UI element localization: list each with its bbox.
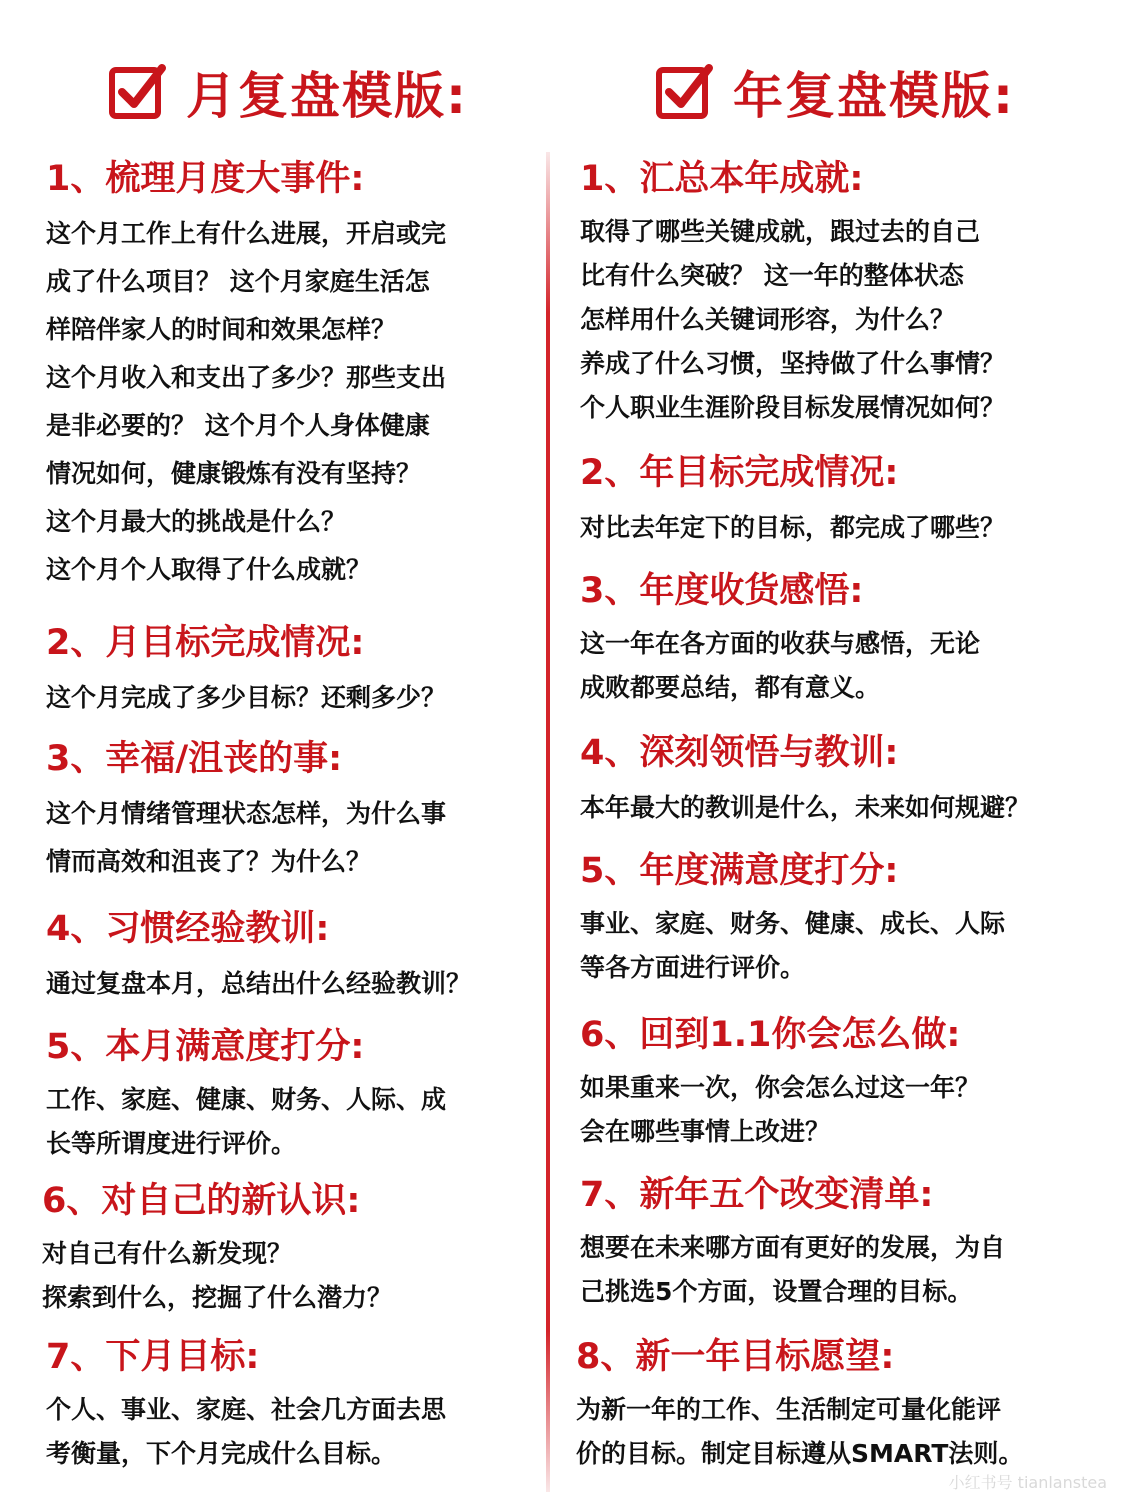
section-title: 4、深刻领悟与教训:: [580, 733, 899, 773]
body-line: 对比去年定下的目标，都完成了哪些？: [580, 513, 1006, 542]
year-section-2: [580, 450, 1005, 552]
body-line: 个人职业生涯阶段目标发展情况如何？: [580, 393, 1006, 422]
section-body: [580, 1226, 1005, 1314]
checkbox-checked-icon: [108, 62, 168, 122]
body-line: 比有什么突破？ 这一年的整体状态: [580, 261, 964, 290]
body-line: 会在哪些事情上改进？: [580, 1117, 831, 1146]
section-body: [46, 790, 446, 886]
section-body: [580, 210, 1005, 430]
body-line: 情况如何，健康锻炼有没有坚持？: [46, 459, 422, 488]
body-line: 成了什么项目？ 这个月家庭生活怎: [46, 267, 430, 296]
section-title: 1、汇总本年成就:: [580, 159, 864, 199]
section-body: [46, 210, 446, 594]
section-title: 5、本月满意度打分:: [46, 1027, 365, 1067]
body-line: 是非必要的？ 这个月个人身体健康: [46, 411, 430, 440]
month-review-header: [108, 56, 468, 128]
section-title: 3、幸福/沮丧的事:: [46, 739, 343, 779]
section-body: [580, 1066, 980, 1154]
section-body: [580, 902, 1005, 990]
body-line: 样陪伴家人的时间和效果怎样？: [46, 315, 397, 344]
section-body: [580, 784, 1030, 832]
year-section-8: [576, 1334, 1023, 1476]
body-line: 本年最大的教训是什么，未来如何规避？: [580, 793, 1031, 822]
watermark: 小红书号 tianlanstea: [948, 1473, 1107, 1492]
body-line: 为新一年的工作、生活制定可量化能评: [576, 1395, 1002, 1424]
body-line: 工作、家庭、健康、财务、人际、成: [46, 1085, 447, 1114]
year-section-5: [580, 848, 1005, 990]
year-section-4: [580, 730, 1030, 832]
year-section-1: [580, 156, 1005, 430]
year-section-7: [580, 1172, 1005, 1314]
section-body: [42, 1232, 392, 1320]
section-body: [46, 674, 446, 722]
section-title: 2、月目标完成情况:: [46, 623, 365, 663]
month-section-7: [46, 1334, 446, 1476]
month-review-title: 月复盘模版:: [186, 67, 468, 125]
month-section-4: [46, 906, 471, 1008]
body-line: 事业、家庭、财务、健康、成长、人际: [580, 909, 1006, 938]
month-section-1: [46, 156, 446, 594]
body-line: 这个月工作上有什么进展，开启或完: [46, 219, 447, 248]
section-body: [580, 622, 980, 710]
body-line: 探索到什么，挖掘了什么潜力？: [42, 1283, 393, 1312]
year-review-header: [655, 56, 1015, 128]
year-section-6: [580, 1012, 980, 1154]
section-body: [46, 1388, 446, 1476]
section-title: 6、对自己的新认识:: [42, 1181, 361, 1221]
body-line: 考衡量，下个月完成什么目标。: [46, 1439, 397, 1468]
column-divider: [546, 152, 550, 1492]
year-review-title: 年复盘模版:: [733, 67, 1015, 125]
body-line: 养成了什么习惯，坚持做了什么事情？: [580, 349, 1006, 378]
month-section-5: [46, 1024, 446, 1166]
body-line: 如果重来一次，你会怎么过这一年？: [580, 1073, 981, 1102]
month-section-2: [46, 620, 446, 722]
section-body: [46, 960, 471, 1008]
body-line: 己挑选5个方面，设置合理的目标。: [580, 1277, 973, 1306]
body-line: 这个月个人取得了什么成就？: [46, 555, 372, 584]
checkbox-checked-icon: [655, 62, 715, 122]
section-title: 3、年度收货感悟:: [580, 571, 864, 611]
section-body: [46, 1078, 446, 1166]
body-line: 通过复盘本月，总结出什么经验教训？: [46, 969, 472, 998]
body-line: 这一年在各方面的收获与感悟，无论: [580, 629, 981, 658]
body-line: 这个月情绪管理状态怎样，为什么事: [46, 799, 447, 828]
section-title: 7、新年五个改变清单:: [580, 1175, 934, 1215]
body-line: 想要在未来哪方面有更好的发展，为自: [580, 1233, 1006, 1262]
body-line: 取得了哪些关键成就，跟过去的自己: [580, 217, 981, 246]
body-line: 这个月完成了多少目标？还剩多少？: [46, 683, 447, 712]
body-line: 这个月最大的挑战是什么？: [46, 507, 347, 536]
section-title: 5、年度满意度打分:: [580, 851, 899, 891]
section-title: 8、新一年目标愿望:: [576, 1337, 895, 1377]
section-body: [580, 504, 1005, 552]
section-title: 4、习惯经验教训:: [46, 909, 330, 949]
section-body: [576, 1388, 1023, 1476]
month-section-3: [46, 736, 446, 886]
body-line: 对自己有什么新发现？: [42, 1239, 293, 1268]
section-title: 2、年目标完成情况:: [580, 453, 899, 493]
section-title: 6、回到1.1你会怎么做:: [580, 1015, 961, 1055]
section-title: 7、下月目标:: [46, 1337, 260, 1377]
year-section-3: [580, 568, 980, 710]
body-line: 价的目标。制定目标遵从SMART法则。: [576, 1439, 1024, 1468]
body-line: 情而高效和沮丧了？为什么？: [46, 847, 372, 876]
body-line: 成败都要总结，都有意义。: [580, 673, 881, 702]
body-line: 这个月收入和支出了多少？那些支出: [46, 363, 447, 392]
month-section-6: [42, 1178, 392, 1320]
body-line: 个人、事业、家庭、社会几方面去思: [46, 1395, 447, 1424]
body-line: 等各方面进行评价。: [580, 953, 806, 982]
body-line: 长等所谓度进行评价。: [46, 1129, 297, 1158]
body-line: 怎样用什么关键词形容，为什么？: [580, 305, 956, 334]
section-title: 1、梳理月度大事件:: [46, 159, 365, 199]
